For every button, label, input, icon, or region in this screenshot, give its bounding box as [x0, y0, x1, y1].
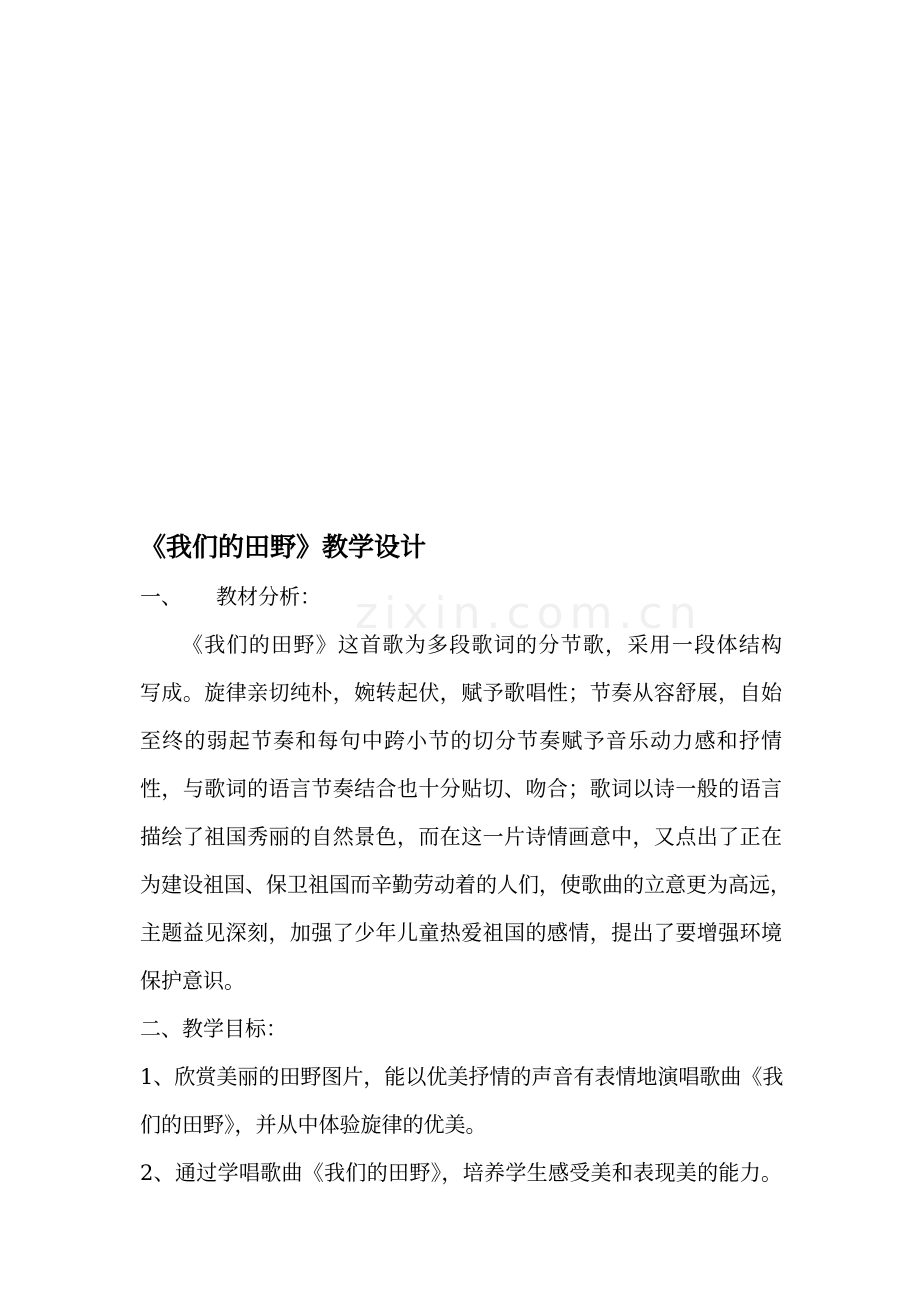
paragraph-line: 至终的弱起节奏和每句中跨小节的切分节奏赋予音乐动力感和抒情 [140, 729, 782, 753]
paragraph-line: 描绘了祖国秀丽的自然景色，而在这一片诗情画意中，又点出了正在 [140, 825, 782, 849]
paragraph-line: 主题益见深刻，加强了少年儿童热爱祖国的感情，提出了要增强环境 [140, 921, 782, 945]
paragraph-line: 性，与歌词的语言节奏结合也十分贴切、吻合；歌词以诗一般的语言 [140, 777, 782, 801]
section-heading-materials [140, 582, 321, 612]
paragraph-line: 写成。旋律亲切纯朴，婉转起伏，赋予歌唱性；节奏从容舒展，自始 [140, 681, 782, 705]
document-title: 《我们的田野》教学设计 [140, 533, 427, 563]
paragraph-line: 保护意识。 [140, 969, 245, 993]
section-heading-goals: 二、教学目标： [140, 1017, 287, 1041]
list-item-line: 1、欣赏美丽的田野图片，能以优美抒情的声音有表情地演唱歌曲《我 [140, 1065, 784, 1089]
watermark: zixin.com.cn [355, 588, 703, 639]
section-number: 一、 [140, 585, 182, 609]
paragraph-line: 《我们的田野》这首歌为多段歌词的分节歌，采用一段体结构 [182, 633, 782, 657]
paragraph-line: 为建设祖国、保卫祖国而辛勤劳动着的人们，使歌曲的立意更为高远， [140, 873, 791, 897]
list-item-line: 们的田野》，并从中体验旋律的优美。 [140, 1113, 487, 1137]
section-heading-text: 教材分析： [216, 585, 321, 609]
list-item-line: 2、通过学唱歌曲《我们的田野》，培养学生感受美和表现美的能力。 [140, 1161, 782, 1185]
